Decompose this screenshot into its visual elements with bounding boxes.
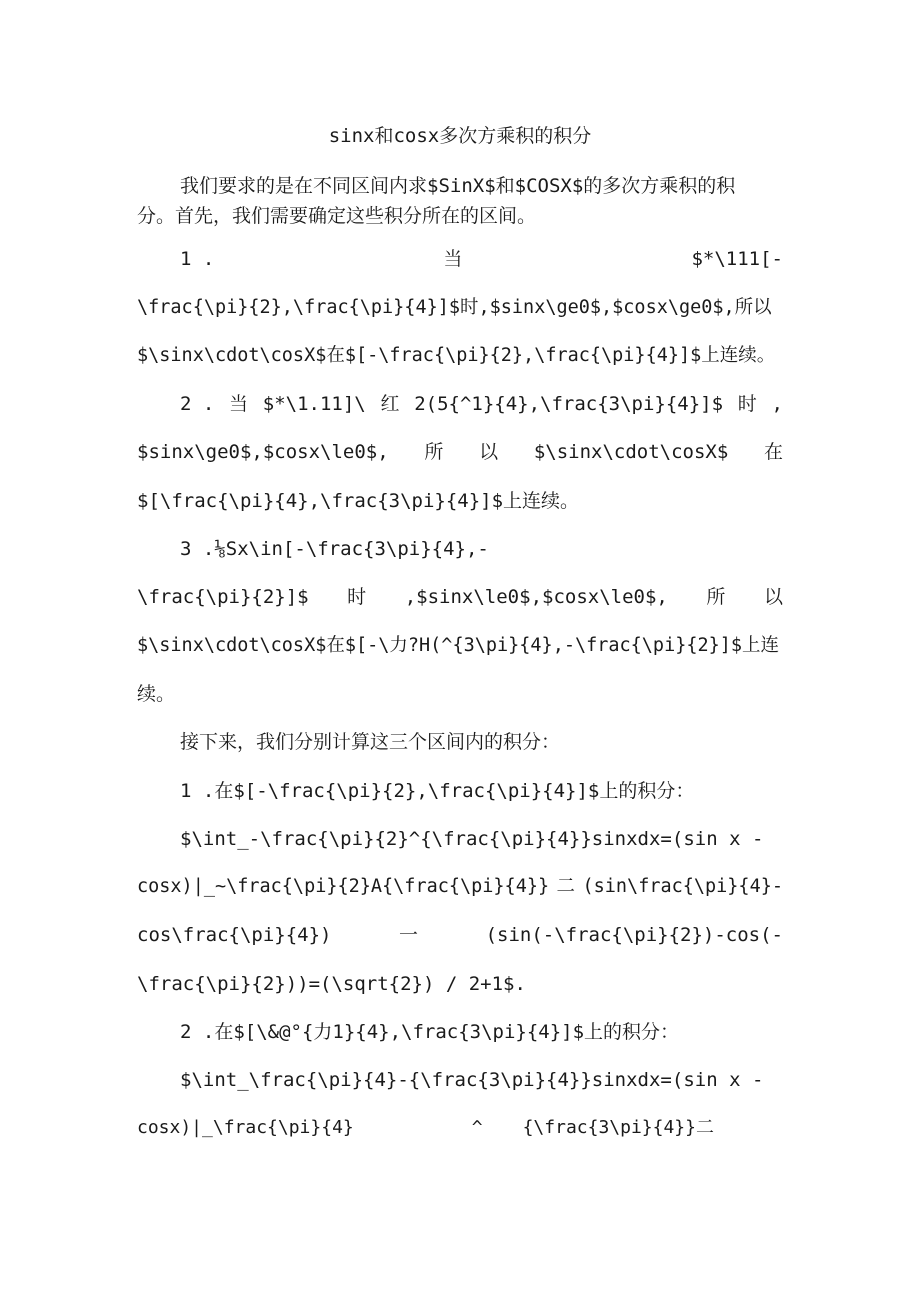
text-segment: 时 (347, 586, 367, 608)
text-segment: 1 . (180, 248, 215, 270)
case-1-line (137, 294, 783, 322)
text-segment: 2(5{^1}{4},\frac{3\pi}{4}]$ (414, 393, 724, 415)
case-1-line (180, 245, 783, 273)
text-segment: 所 (424, 441, 444, 463)
text-segment: $\sinx\cdot\cosX$在$[-\frac{\pi}{2},\frac{\pi}{4}]$上连续。 (137, 345, 776, 366)
text-segment: 1 .在$[-\frac{\pi}{2},\frac{\pi}{4}]$上的积分： (180, 780, 695, 802)
text-segment: {\frac{3\pi}{4}}二 (522, 1117, 714, 1138)
text-segment: $\int_\frac{\pi}{4}-{\frac{3\pi}{4}}sinxdx=(sin x - (180, 1069, 764, 1091)
text-segment: ,$sinx\le0$,$cosx\le0$, (404, 586, 668, 608)
text-segment: 当 (229, 393, 249, 415)
integral-1-line (137, 970, 783, 998)
text-segment: $\int_-\frac{\pi}{2}^{\frac{\pi}{4}}sinxdx=(sin x - (180, 828, 764, 850)
text-segment: 续。 (137, 683, 176, 705)
paragraph-intro-line (180, 172, 783, 200)
integral-2-line (180, 1066, 783, 1094)
text-segment: $sinx\ge0$,$cosx\le0$, (137, 441, 389, 463)
integral-1-line (137, 873, 783, 901)
text-segment: $\sinx\cdot\cosX$在$[-\力?H(^{3\pi}{4},-\frac{\pi}{2}]$上连 (137, 635, 780, 656)
text-segment: \frac{\pi}{2}]$ (137, 586, 309, 608)
paragraph-intro-line (137, 202, 783, 230)
text-segment: \frac{\pi}{2}))=(\sqrt{2}) / 2+1$. (137, 973, 526, 995)
text-segment: $*\1.11]\ (262, 393, 366, 415)
case-2-line (180, 390, 783, 418)
text-segment: 所 (706, 586, 726, 608)
text-segment: 2 . (180, 393, 215, 415)
text-segment: cosx)|_\frac{\pi}{4} (137, 1117, 354, 1138)
text-segment: 以 (763, 586, 783, 608)
text-segment: $\sinx\cdot\cosX$ (533, 441, 729, 463)
section-intro-line (180, 728, 783, 756)
text-segment: , (771, 393, 783, 415)
text-segment: 2 .在$[\&@°{力1}{4},\frac{3\pi}{4}]$上的积分： (180, 1021, 680, 1043)
case-3-line (180, 535, 783, 563)
text-segment: 以 (479, 441, 499, 463)
text-segment: $*\111[- (691, 248, 783, 270)
case-1-line (137, 342, 783, 370)
text-segment: (sin(-\frac{\pi}{2})-cos(- (485, 924, 783, 946)
text-segment: cosx)|_~\frac{\pi}{2}A{\frac{\pi}{4}} (137, 876, 550, 897)
text-segment: 红 (380, 393, 400, 415)
text-segment: 接下来，我们分别计算这三个区间内的积分： (180, 731, 561, 753)
case-2-line (137, 438, 783, 466)
text-segment: cos\frac{\pi}{4}) (137, 924, 332, 946)
text-segment: 当 (443, 248, 463, 270)
case-3-line (137, 583, 783, 611)
text-segment: 在 (763, 441, 783, 463)
text-segment: ^ (471, 1117, 483, 1138)
text-segment: $[\frac{\pi}{4},\frac{3\pi}{4}]$上连续。 (137, 490, 580, 512)
integral-2-line (180, 1018, 783, 1046)
text-segment: 分。首先，我们需要确定这些积分所在的区间。 (137, 205, 537, 227)
case-3-line (137, 680, 783, 708)
integral-1-line (180, 777, 783, 805)
text-segment: 一 (399, 924, 419, 946)
integral-1-line (137, 921, 783, 949)
case-2-line (137, 487, 783, 515)
document-title: sinx和cosx多次方乘积的积分 (328, 125, 592, 147)
text-segment: (sin\frac{\pi}{4}- (582, 876, 783, 897)
case-3-line (137, 632, 783, 660)
integral-1-line (180, 825, 783, 853)
text-segment: 3 .⅛Sx\in[-\frac{3\pi}{4},- (180, 538, 489, 560)
text-segment: 时 (737, 393, 757, 415)
text-segment: \frac{\pi}{2},\frac{\pi}{4}]$时,$sinx\ge0$,$cosx\ge0$,所以 (137, 297, 772, 318)
text-segment: 二 (556, 876, 576, 897)
integral-2-line (137, 1114, 713, 1142)
text-segment: 我们要求的是在不同区间内求$SinX$和$COSX$的多次方乘积的积 (180, 175, 736, 197)
